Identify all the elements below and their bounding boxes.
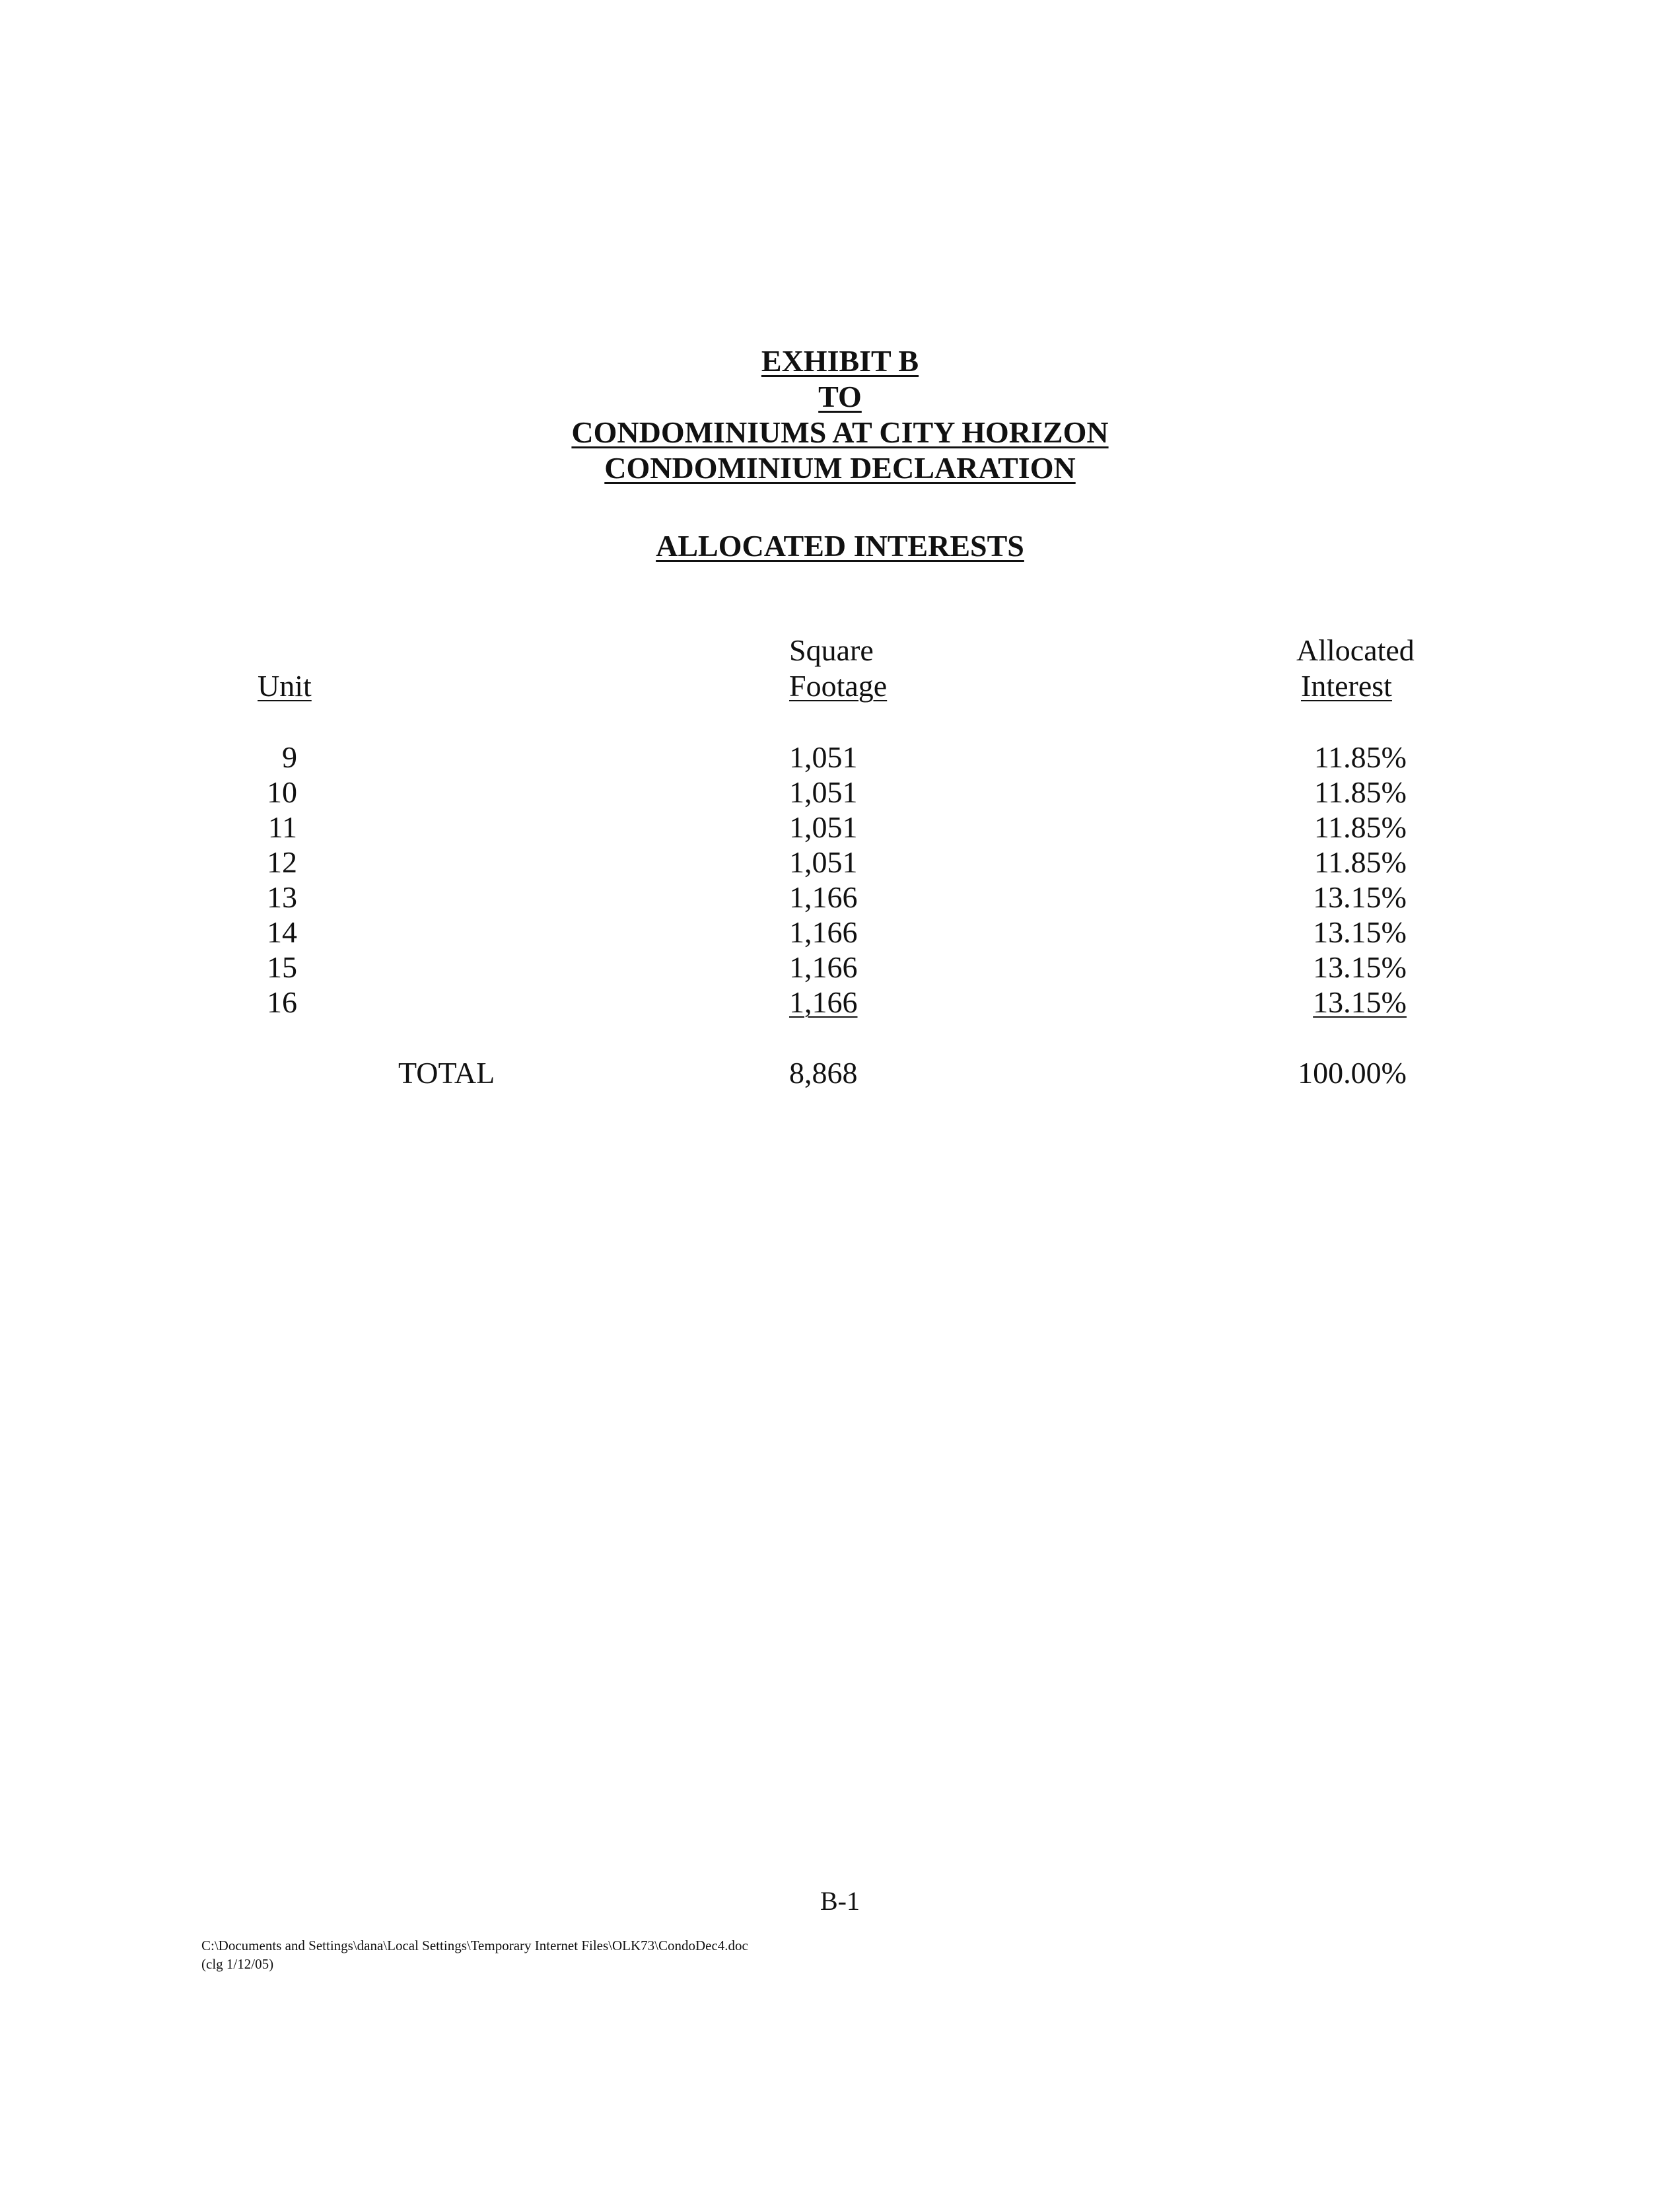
header-interest-top: Allocated [1296, 633, 1415, 667]
row-unit: 16 [267, 985, 297, 1019]
row-square-footage: 1,051 [789, 845, 858, 879]
header-square-top: Square [789, 633, 874, 667]
row-unit: 9 [282, 740, 297, 774]
title-line-4: CONDOMINIUM DECLARATION [604, 451, 1076, 485]
row-unit: 12 [267, 845, 297, 879]
total-square-footage: 8,868 [789, 1056, 858, 1090]
row-unit: 13 [267, 880, 297, 914]
header-square-bottom: Footage [789, 669, 888, 703]
row-allocated-interest: 13.15% [1313, 915, 1407, 949]
row-unit: 11 [267, 810, 297, 844]
row-allocated-interest: 11.85% [1313, 775, 1407, 809]
title-line-3: CONDOMINIUMS AT CITY HORIZON [571, 415, 1109, 449]
row-unit: 10 [267, 775, 297, 809]
row-square-footage: 1,166 [789, 950, 858, 984]
row-square-footage: 1,166 [789, 915, 858, 949]
row-square-footage: 1,051 [789, 775, 858, 809]
total-allocated-interest: 100.00% [1298, 1056, 1407, 1090]
row-square-footage: 1,166 [789, 880, 858, 914]
row-allocated-interest: 11.85% [1313, 740, 1407, 774]
row-allocated-interest: 11.85% [1313, 810, 1407, 844]
row-square-footage: 1,051 [789, 740, 858, 774]
row-square-footage: 1,051 [789, 810, 858, 844]
file-path: C:\Documents and Settings\dana\Local Settings\Temporary Internet Files\OLK73\CondoDec4.doc [201, 1938, 748, 1953]
row-unit: 14 [267, 915, 297, 949]
title-line-2: TO [818, 380, 862, 413]
total-label: TOTAL [398, 1056, 495, 1090]
header-interest-bottom: Interest [1301, 669, 1392, 703]
row-allocated-interest: 13.15% [1313, 985, 1407, 1019]
revision-note: (clg 1/12/05) [201, 1956, 274, 1972]
row-allocated-interest: 13.15% [1313, 880, 1407, 914]
row-unit: 15 [267, 950, 297, 984]
title-line-1: EXHIBIT B [761, 344, 919, 378]
section-subtitle: ALLOCATED INTERESTS [656, 529, 1024, 563]
header-unit: Unit [258, 669, 312, 703]
row-allocated-interest: 13.15% [1313, 950, 1407, 984]
exhibit-title [0, 343, 1680, 486]
row-square-footage: 1,166 [789, 985, 858, 1019]
row-allocated-interest: 11.85% [1313, 845, 1407, 879]
page-number: B-1 [820, 1886, 860, 1916]
file-path-note [201, 1936, 748, 1973]
